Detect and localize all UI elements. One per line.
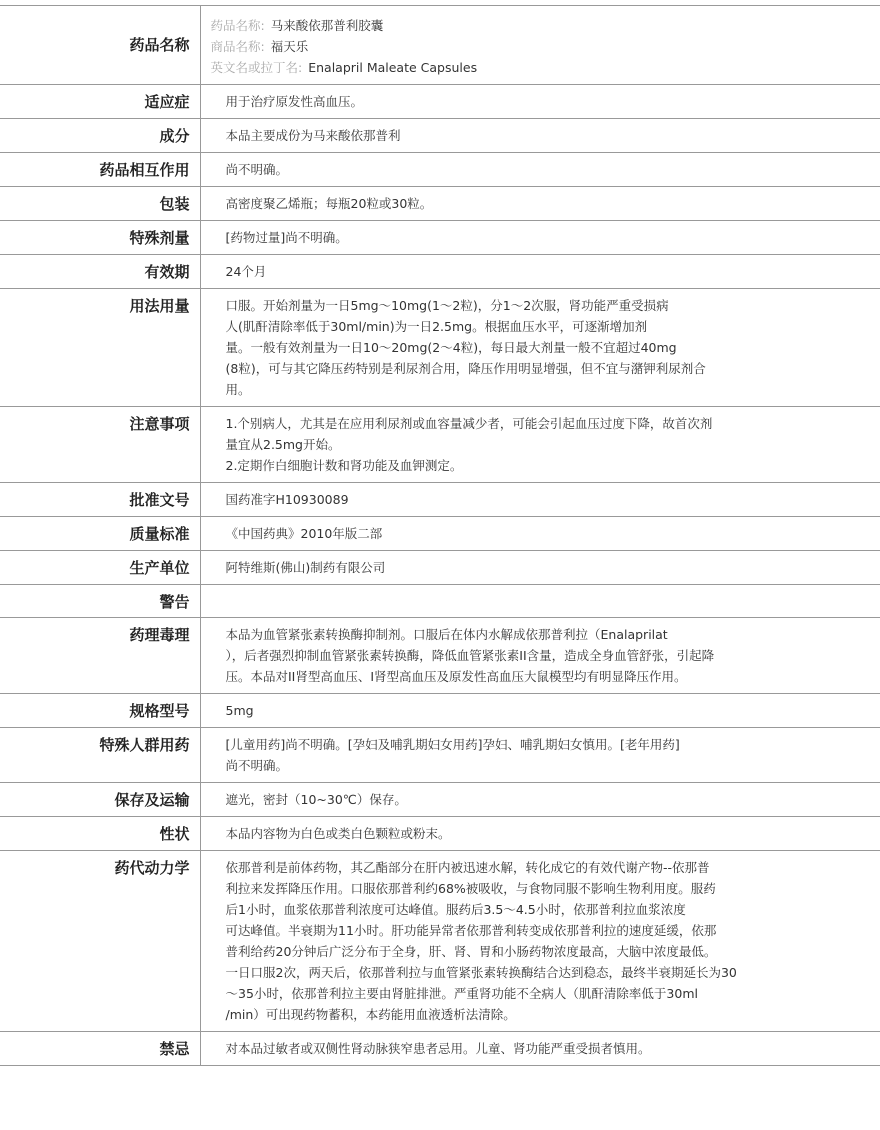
precautions-line: 1.个别病人，尤其是在应用利尿剂或血容量减少者，可能会引起血压过度下降，故首次剂 — [225, 416, 713, 431]
row-expiry — [0, 255, 880, 289]
pharmacokinetics-line: 普利给药20分钟后广泛分布于全身，肝、肾、胃和小肠药物浓度最高，大脑中浓度最低。 — [225, 944, 717, 959]
pharmacology-line: ），后者强烈抑制血管紧张素转换酶，降低血管紧张素II含量，造成全身血管舒张，引起降 — [225, 648, 715, 663]
value-pharmacokinetics — [200, 851, 880, 1032]
label-storage: 保存及运输 — [0, 783, 200, 817]
label-standard: 质量标准 — [0, 517, 200, 551]
value-dosage — [200, 289, 880, 407]
special-population-line: [儿童用药]尚不明确。[孕妇及哺乳期妇女用药]孕妇、哺乳期妇女慎用。[老年用药] — [225, 737, 680, 752]
value-indication: 用于治疗原发性高血压。 — [200, 85, 880, 119]
value-spec: 5mg — [200, 694, 880, 728]
pharmacokinetics-line: 后1小时，血浆依那普利浓度可达峰值。服药后3.5～4.5小时，依那普利拉血浆浓度 — [225, 902, 686, 917]
value-package: 高密度聚乙烯瓶；每瓶20粒或30粒。 — [200, 187, 880, 221]
row-warning — [0, 585, 880, 618]
value-appearance: 本品内容物为白色或类白色颗粒或粉末。 — [200, 817, 880, 851]
row-dosage — [0, 289, 880, 407]
value-precautions — [200, 407, 880, 483]
value-storage: 遮光，密封（10~30℃）保存。 — [200, 783, 880, 817]
row-precautions — [0, 407, 880, 483]
label-spec: 规格型号 — [0, 694, 200, 728]
label-indication: 适应症 — [0, 85, 200, 119]
label-special-dose: 特殊剂量 — [0, 221, 200, 255]
dosage-line: 用。 — [225, 382, 251, 397]
value-standard: 《中国药典》2010年版二部 — [200, 517, 880, 551]
value-approval: 国药准字H10930089 — [200, 483, 880, 517]
value-composition: 本品主要成份为马来酸依那普利 — [200, 119, 880, 153]
value-manufacturer: 阿特维斯(佛山)制药有限公司 — [200, 551, 880, 585]
label-appearance: 性状 — [0, 817, 200, 851]
row-interactions — [0, 153, 880, 187]
value-special-population — [200, 728, 880, 783]
dosage-line: 口服。开始剂量为一日5mg～10mg(1～2粒)，分1～2次服，肾功能严重受损病 — [225, 298, 669, 313]
row-storage — [0, 783, 880, 817]
row-spec — [0, 694, 880, 728]
row-appearance — [0, 817, 880, 851]
english-name-key: 英文名或拉丁名: — [210, 60, 303, 75]
row-contraindications — [0, 1032, 880, 1066]
row-special-population — [0, 728, 880, 783]
label-manufacturer: 生产单位 — [0, 551, 200, 585]
english-name-line — [211, 57, 871, 78]
pharmacokinetics-line: 可达峰值。半衰期为11小时。肝功能异常者依那普利转变成依那普利拉的速度延缓，依那 — [225, 923, 717, 938]
pharmacokinetics-line: 依那普利是前体药物，其乙酯部分在肝内被迅速水解，转化成它的有效代谢产物--依那普 — [225, 860, 710, 875]
drug-info-table — [0, 5, 880, 1066]
special-population-line: 尚不明确。 — [225, 758, 289, 773]
value-contraindications: 对本品过敏者或双侧性肾动脉狭窄患者忌用。儿童、肾功能严重受损者慎用。 — [200, 1032, 880, 1066]
value-expiry: 24个月 — [200, 255, 880, 289]
value-interactions: 尚不明确。 — [200, 153, 880, 187]
generic-name-key: 药品名称: — [210, 18, 265, 33]
dosage-line: 量。一般有效剂量为一日10～20mg(2～4粒)，每日最大剂量一般不宜超过40mg — [225, 340, 677, 355]
english-name-value: Enalapril Maleate Capsules — [308, 60, 478, 75]
dosage-line: (8粒)，可与其它降压药特别是利尿剂合用，降压作用明显增强，但不宜与潴钾利尿剂合 — [225, 361, 706, 376]
pharmacokinetics-line: 利拉来发挥降压作用。口服依那普利约68%被吸收，与食物同服不影响生物利用度。服药 — [225, 881, 716, 896]
value-pharmacology — [200, 618, 880, 694]
row-approval — [0, 483, 880, 517]
pharmacokinetics-line: 一日口服2次，两天后，依那普利拉与血管紧张素转换酶结合达到稳态，最终半衰期延长为30 — [225, 965, 737, 980]
trade-name-key: 商品名称: — [210, 39, 265, 54]
label-dosage: 用法用量 — [0, 289, 200, 407]
row-composition — [0, 119, 880, 153]
label-drug-name: 药品名称 — [0, 6, 200, 85]
generic-name-line — [211, 15, 871, 36]
row-standard — [0, 517, 880, 551]
row-pharmacology — [0, 618, 880, 694]
pharmacokinetics-line: /min）可出现药物蓄积，本药能用血液透析法清除。 — [225, 1007, 516, 1022]
label-pharmacology: 药理毒理 — [0, 618, 200, 694]
pharmacokinetics-line: ～35小时，依那普利拉主要由肾脏排泄。严重肾功能不全病人（肌酐清除率低于30ml — [225, 986, 698, 1001]
pharmacology-line: 压。本品对II肾型高血压、I肾型高血压及原发性高血压大鼠模型均有明显降压作用。 — [225, 669, 687, 684]
trade-name-line — [211, 36, 871, 57]
row-indication — [0, 85, 880, 119]
row-manufacturer — [0, 551, 880, 585]
label-precautions: 注意事项 — [0, 407, 200, 483]
label-warning: 警告 — [0, 585, 200, 618]
label-pharmacokinetics: 药代动力学 — [0, 851, 200, 1032]
label-approval: 批准文号 — [0, 483, 200, 517]
precautions-line: 2.定期作白细胞计数和肾功能及血钾测定。 — [225, 458, 463, 473]
generic-name-value: 马来酸依那普利胶囊 — [270, 18, 384, 33]
label-interactions: 药品相互作用 — [0, 153, 200, 187]
label-package: 包装 — [0, 187, 200, 221]
row-pharmacokinetics — [0, 851, 880, 1032]
value-drug-name — [200, 6, 880, 85]
row-drug-name — [0, 6, 880, 85]
label-expiry: 有效期 — [0, 255, 200, 289]
trade-name-value: 福天乐 — [270, 39, 309, 54]
value-warning — [200, 585, 880, 618]
precautions-line: 量宜从2.5mg开始。 — [225, 437, 341, 452]
label-composition: 成分 — [0, 119, 200, 153]
pharmacology-line: 本品为血管紧张素转换酶抑制剂。口服后在体内水解成依那普利拉（Enalaprilat — [225, 627, 668, 642]
row-package — [0, 187, 880, 221]
value-special-dose: [药物过量]尚不明确。 — [200, 221, 880, 255]
label-special-population: 特殊人群用药 — [0, 728, 200, 783]
row-special-dose — [0, 221, 880, 255]
dosage-line: 人(肌酐清除率低于30ml/min)为一日2.5mg。根据血压水平，可逐渐增加剂 — [225, 319, 648, 334]
label-contraindications: 禁忌 — [0, 1032, 200, 1066]
